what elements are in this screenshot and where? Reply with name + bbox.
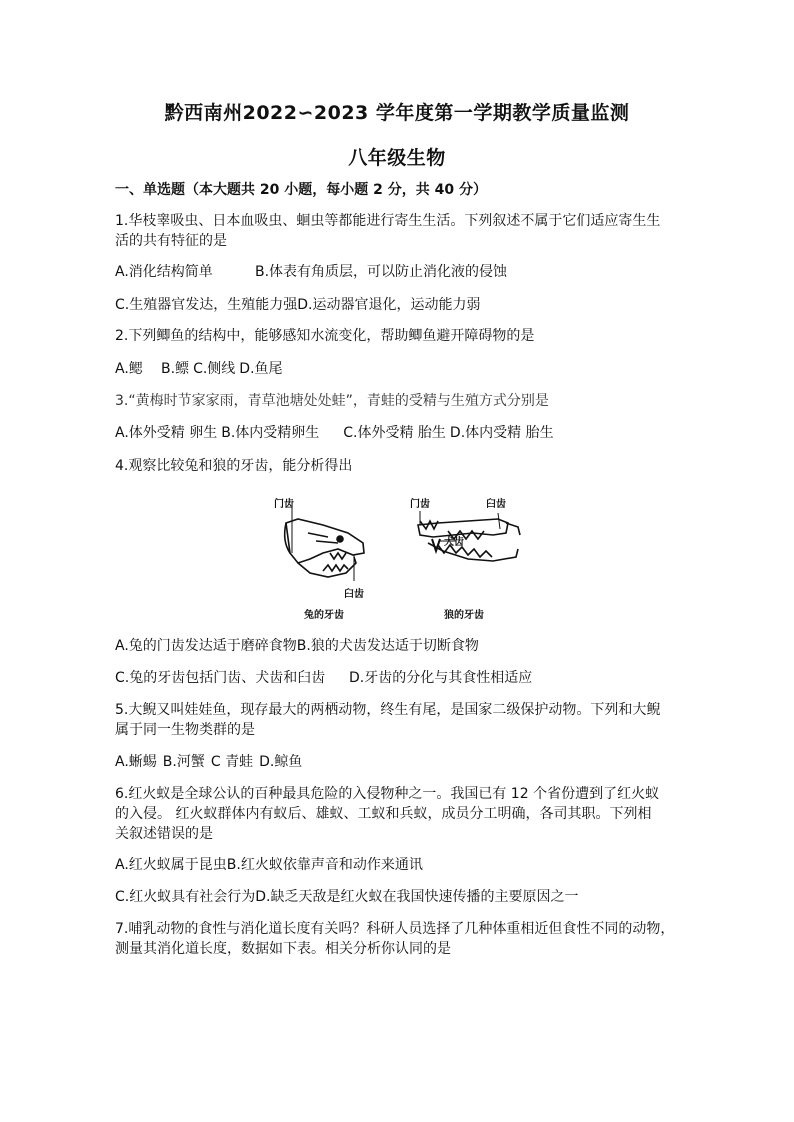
q2-option-b: B.鳔 xyxy=(161,361,190,377)
q3-option-a: A.体外受精 卵生 xyxy=(115,425,218,441)
q5-options xyxy=(115,752,695,772)
q4-option-c: C.兔的牙齿包括门齿、犬齿和臼齿 xyxy=(115,670,326,686)
q5-option-a: A.蜥蜴 xyxy=(115,754,157,770)
exam-subtitle: 八年级生物 xyxy=(348,147,446,169)
rabbit-teeth-caption: 兔的牙齿 xyxy=(304,610,344,621)
exam-title: 黔西南州2022∽2023 学年度第一学期教学质量监测 xyxy=(164,102,630,124)
q6-option-b: B.红火蚁依靠声音和动作来通讯 xyxy=(226,857,423,873)
q6-option-c: C.红火蚁具有社会行为 xyxy=(115,889,256,905)
q5-option-d: D.鲸鱼 xyxy=(259,754,303,770)
q6-options-row1 xyxy=(115,855,695,875)
q3-option-c: C.体外受精 胎生 xyxy=(343,425,446,441)
wolf-teeth-caption: 狼的牙齿 xyxy=(444,610,484,621)
q1-options-row1 xyxy=(115,262,695,282)
q1-options-row2 xyxy=(115,295,695,315)
q6-option-d: D.缺乏天敌是红火蚁在我国快速传播的主要原因之一 xyxy=(255,889,579,905)
q1-option-c: C.生殖器官发达，生殖能力强 xyxy=(115,297,298,313)
q4-option-b: B.狼的犬齿发达适于切断食物 xyxy=(296,638,479,654)
q2-stem: 2.下列鲫鱼的结构中，能够感知水流变化，帮助鲫鱼避开障碍物的是 xyxy=(115,328,535,344)
q4-option-d: D.牙齿的分化与其食性相适应 xyxy=(349,670,533,686)
q5-option-c: C 青蛙 xyxy=(210,754,254,770)
q7-stem-line2: 测量其消化道长度，数据如下表。相关分析你认同的是 xyxy=(115,941,451,957)
wolf-skull-drawing xyxy=(418,511,520,561)
q6-stem-line2: 的入侵。 红火蚁群体内有蚁后、雄蚁、工蚁和兵蚁，成员分工明确，各司其职。下列相 xyxy=(115,806,652,822)
rabbit-skull-drawing xyxy=(285,507,364,581)
q7-stem-line1: 7.哺乳动物的食性与消化道长度有关吗？科研人员选择了几种体重相近但食性不同的动物， xyxy=(115,921,675,937)
q2-options xyxy=(115,359,695,379)
q6-stem-line1: 6.红火蚁是全球公认的百种最具危险的入侵物种之一。我国已有 12 个省份遭到了红火蚁 xyxy=(115,786,660,802)
q2-option-c: C.侧线 xyxy=(193,361,236,377)
q5-stem-line1: 5.大鲵又叫娃娃鱼，现存最大的两栖动物，终生有尾，是国家二级保护动物。下列和大鲵 xyxy=(115,702,661,718)
q1-stem-line2: 活的共有特征的是 xyxy=(115,233,227,249)
q4-options-row1 xyxy=(115,636,695,656)
teeth-figure xyxy=(268,493,528,623)
rabbit-incisor-label: 门齿 xyxy=(274,499,294,510)
q1-option-d: D.运动器官退化，运动能力弱 xyxy=(297,297,481,313)
q1-stem-line1: 1.华枝睾吸虫、日本血吸虫、蛔虫等都能进行寄生生活。下列叙述不属于它们适应寄生生 xyxy=(115,213,661,229)
q1-option-b: B.体表有角质层，可以防止消化液的侵蚀 xyxy=(255,264,508,280)
q3-option-b: B.体内受精卵生 xyxy=(221,425,320,441)
q2-option-a: A.鳃 xyxy=(115,361,143,377)
q5-option-b: B.河蟹 xyxy=(162,754,205,770)
q6-option-a: A.红火蚁属于昆虫 xyxy=(115,857,227,873)
q4-options-row2 xyxy=(115,668,695,688)
q4-option-a: A.兔的门齿发达适于磨碎食物 xyxy=(115,638,297,654)
teeth-diagram xyxy=(268,493,528,623)
q3-option-d: D.体内受精 胎生 xyxy=(449,425,554,441)
wolf-molar-label: 臼齿 xyxy=(486,499,506,510)
section-heading: 一、单选题（本大题共 20 小题，每小题 2 分，共 40 分） xyxy=(115,182,487,198)
wolf-incisor-label: 门齿 xyxy=(410,499,430,510)
q6-stem-line3: 关叙述错误的是 xyxy=(115,826,213,842)
wolf-canine-label: 犬齿 xyxy=(444,537,464,548)
q6-options-row2 xyxy=(115,887,695,907)
q1-option-a: A.消化结构简单 xyxy=(115,264,213,280)
q5-stem-line2: 属于同一生物类群的是 xyxy=(115,722,255,738)
q2-option-d: D.鱼尾 xyxy=(239,361,283,377)
q3-options xyxy=(115,423,695,443)
rabbit-molar-label: 臼齿 xyxy=(344,589,364,600)
q4-stem: 4.观察比较兔和狼的牙齿，能分析得出 xyxy=(115,458,353,474)
q3-stem: 3.“黄梅时节家家雨，青草池塘处处蛙”，青蛙的受精与生殖方式分别是 xyxy=(115,393,549,409)
